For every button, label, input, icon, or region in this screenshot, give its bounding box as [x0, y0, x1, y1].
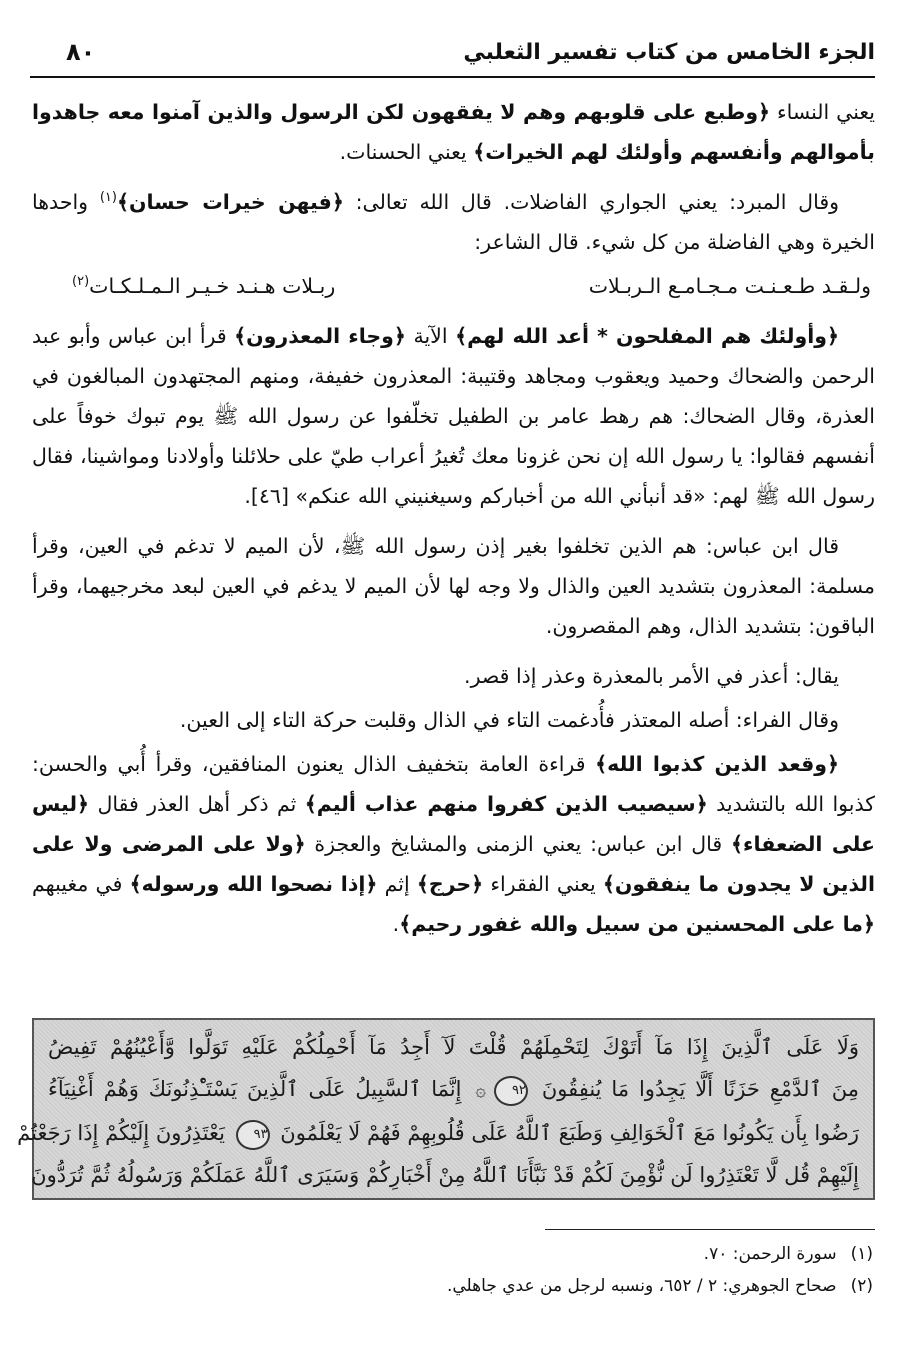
- quran-quote: ﴿ولا على المرضى ولا على الذين لا يجدون ما ينفقون﴾: [32, 832, 876, 896]
- ayah-number-marker: ٩٢: [494, 1076, 528, 1106]
- ayah-number-marker: ٩٣: [236, 1120, 270, 1150]
- footnote-1: [32, 1238, 873, 1270]
- page-header: [30, 34, 875, 78]
- footnote-rule: [545, 1229, 875, 1230]
- hizb-star-icon: ۞: [475, 1080, 486, 1101]
- main-text: [32, 92, 875, 954]
- quran-quote: ﴿حرج﴾: [416, 872, 484, 896]
- quran-quote: ﴿ما على المحسنين من سبيل والله غفور رحيم﴾: [399, 912, 875, 936]
- text-run: إثم: [377, 872, 417, 896]
- text-run: يعني الفقراء: [483, 872, 603, 896]
- header-rule: [30, 76, 875, 78]
- quran-quote: ﴿إذا نصحوا الله ورسوله﴾: [129, 872, 378, 896]
- quran-quote: ﴿وقعد الذين كذبوا الله﴾: [595, 752, 840, 776]
- verse-text: يَعْتَذِرُونَ إِلَيْكُمْ إِذَا رَجَعْتُمْ: [17, 1121, 225, 1145]
- text-run: قال ابن عباس: يعني الزمنى والمشايخ والعجزة: [305, 832, 732, 856]
- quran-quote: ﴿وطبع على قلوبهم وهم لا يفقهون لكن الرسول والذين آمنوا معه جاهدوا بأموالهم وأنفسهم وأولئك لهم الخيرات﴾: [32, 100, 875, 164]
- paragraph-2: [32, 182, 875, 262]
- verse-text: مِنَ ٱلدَّمْعِ حَزَنًا أَلَّا يَجِدُوا مَا يُنفِقُونَ: [541, 1077, 859, 1101]
- quran-quote: ﴿ليس على الضعفاء﴾: [32, 792, 875, 856]
- quran-line-4: إِلَيْهِمْ قُل لَّا تَعْتَذِرُوا لَن نُّؤْمِنَ لَكُمْ قَدْ نَبَّأَنَا ٱللَّهُ مِنْ أَخْبَارِكُمْ وَسَيَرَى ٱللَّهُ عَمَلَكُمْ وَرَسُولُهُ ثُمَّ تُرَدُّونَ: [31, 1163, 859, 1187]
- paragraph-4: قال ابن عباس: هم الذين تخلفوا بغير إذن رسول الله ﷺ، لأن الميم لا تدغم في العين، وقرأ مسلمة: المعذرون بتشديد العين والذال ولا وجه لها لأن الميم لا يدغم في العين لبعد مخرجيهما، وقرأ الباقون: بتشديد الذال، وهم المقصرون.: [32, 534, 875, 638]
- footnote-ref-1[interactable]: (١): [99, 190, 117, 206]
- quran-quote: ﴿وجاء المعذرون﴾: [234, 324, 406, 348]
- footnotes: [32, 1238, 873, 1302]
- text-run: الآية: [405, 324, 456, 348]
- quran-verses-box: [17, 1018, 875, 1200]
- text-run: .: [392, 912, 400, 936]
- footnote-number: (٢): [850, 1276, 873, 1296]
- paragraph-3: [32, 316, 875, 516]
- poem-hemistich-1: ولـقـد طـعـنـت مـجـامـع الـربـلات: [588, 274, 871, 298]
- quran-line-1: وَلَا عَلَى ٱلَّذِينَ إِذَا مَآ أَتَوْكَ لِتَحْمِلَهُمْ قُلْتَ لَآ أَجِدُ مَآ أَحْمِلُكُمْ عَلَيْهِ تَوَلَّوا وَّأَعْيُنُهُمْ تَفِيضُ: [48, 1035, 859, 1059]
- running-title: الجزء الخامس من كتاب تفسير الثعلبي: [463, 40, 875, 65]
- paragraph-6: وقال الفراء: أصله المعتذر فأُدغمت التاء في الذال وقلبت حركة التاء إلى العين.: [179, 708, 839, 732]
- text-run: يعني النساء: [770, 100, 875, 124]
- text-run: قرأ ابن عباس وأبو عبد الرحمن والضحاك وحميد ويعقوب ومجاهد وقتيبة: المعذرون خفيفة، ومنهم المجتهدون المبالغون في العذرة، وقال الضحاك: هم رهط عامر بن الطفيل تخلّفوا عن رسول الله ﷺ يوم تبوك خوفاً على أنفسهم فقالوا: يا رسول الله إن نحن غزونا معك تُغيرُ أعراب طيّ على حلائلنا وأولادنا ومواشينا، فقال رسول الله ﷺ لهم: «قد أنبأني الله من أخباركم وسيغنيني الله عنكم» [٤٦].: [32, 324, 875, 508]
- quran-quote: ﴿وأولئك هم المفلحون * أعد الله لهم﴾: [455, 324, 839, 348]
- text-run: قراءة العامة بتخفيف الذال يعنون المنافقين، وقرأ أُبي والحسن: كذبوا الله بالتشديد: [32, 752, 875, 816]
- quran-quote: ﴿فيهن خيرات حسان﴾: [116, 190, 344, 214]
- text-run: في مغيبهم: [32, 872, 130, 896]
- footnote-text: صحاح الجوهري: ٢ / ٦٥٢، ونسبه لرجل من عدي جاهلي.: [446, 1276, 837, 1296]
- footnote-ref-2[interactable]: (٢): [72, 274, 90, 290]
- footnote-text: سورة الرحمن: ٧٠.: [703, 1244, 837, 1264]
- paragraph-7: [32, 744, 875, 944]
- quran-quote: ﴿سيصيب الذين كفروا منهم عذاب أليم﴾: [304, 792, 708, 816]
- verse-text: إِنَّمَا ٱلسَّبِيلُ عَلَى ٱلَّذِينَ يَسْتَـْٔذِنُونَكَ وَهُمْ أَغْنِيَآءُ: [48, 1077, 462, 1101]
- paragraph-1: [32, 92, 875, 172]
- text-run: وقال المبرد: يعني الجواري الفاضلات. قال الله تعالى:: [343, 190, 840, 214]
- text-run: يعني الحسنات.: [339, 140, 474, 164]
- quran-line-3: [17, 1112, 859, 1154]
- footnote-2: [32, 1270, 873, 1302]
- footnote-number: (١): [850, 1244, 873, 1264]
- page-number: ٨٠: [66, 38, 96, 66]
- poem-verse: [32, 266, 875, 306]
- verse-text: رَضُوا بِأَن يَكُونُوا مَعَ ٱلْخَوَالِفِ وَطَبَعَ ٱللَّهُ عَلَى قُلُوبِهِمْ فَهُمْ لَا يَعْلَمُونَ: [280, 1121, 859, 1145]
- paragraph-5: يقال: أعذر في الأمر بالمعذرة وعذر إذا قصر.: [464, 664, 839, 688]
- text-run: واحدها الخيرة وهي الفاضلة من كل شيء. قال الشاعر:: [32, 190, 875, 254]
- quran-line-2: [48, 1068, 859, 1112]
- text-run: ثم ذكر أهل العذر فقال: [89, 792, 305, 816]
- poem-hemistich-2: ربـلات هـنـد خـيـر الـمـلـكـات$^{(٢)}$: [72, 274, 336, 298]
